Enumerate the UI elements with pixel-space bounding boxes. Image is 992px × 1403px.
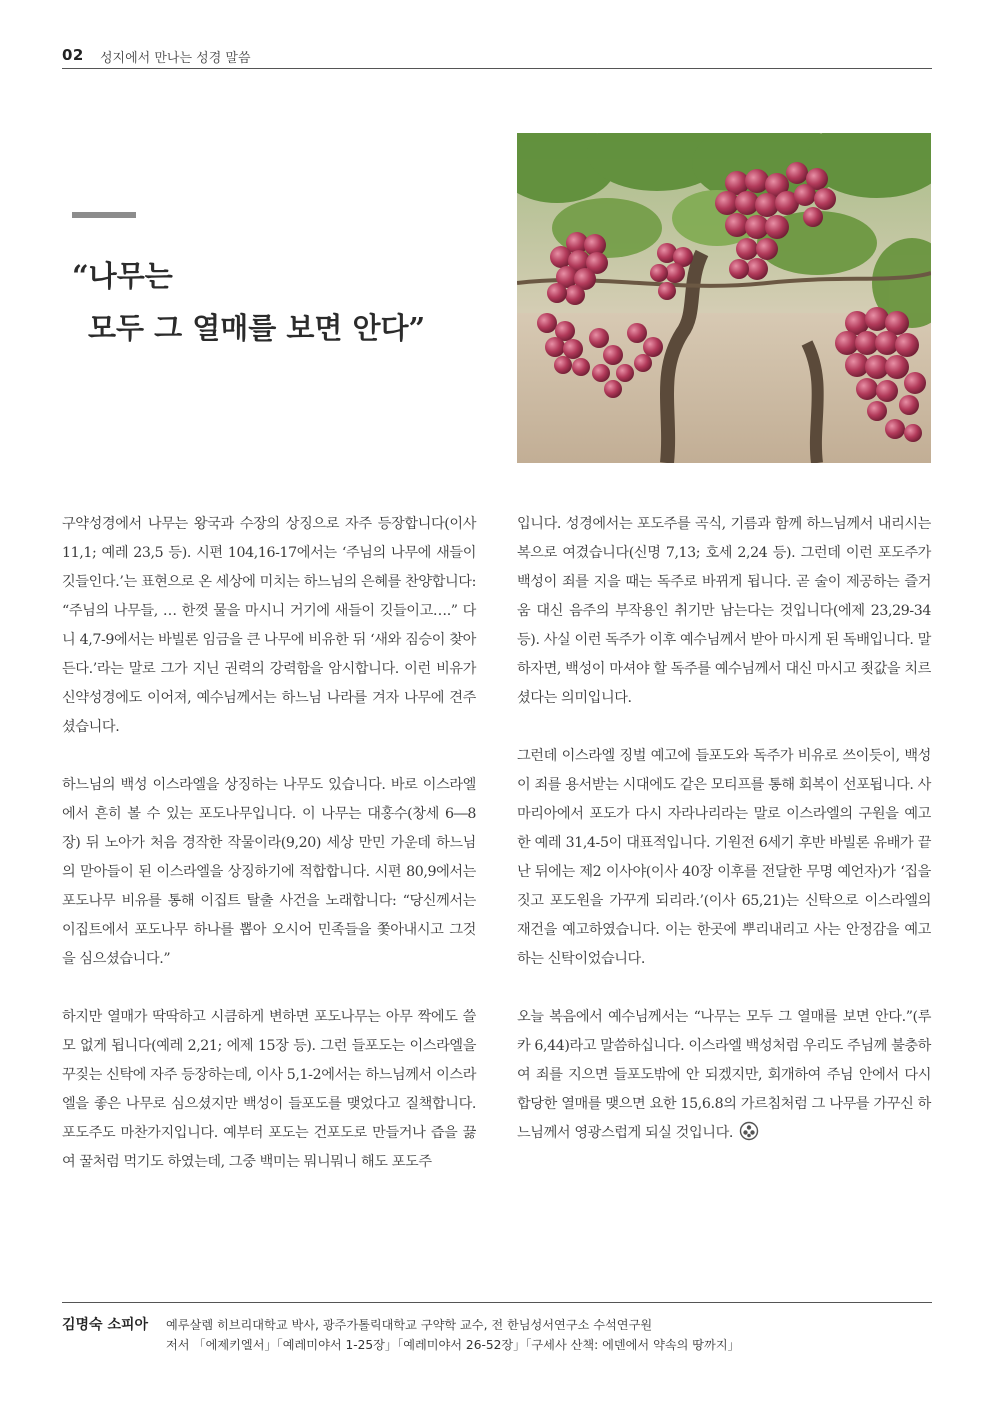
grape-vine-photo [517,133,931,463]
body-column-left [62,510,476,1177]
author-bio-line2: 저서 「에제키엘서」「예레미야서 1-25장」「예레미야서 26-52장」「구세사 산책: 에덴에서 약속의 땅까지」 [166,1338,740,1352]
end-mark-icon [739,1121,759,1152]
article-title-line2: 모두 그 열매를 보면 안다” [88,311,426,345]
section-title: 성지에서 만나는 성경 말씀 [100,51,251,66]
page-number: 02 [62,46,84,64]
paragraph-text: 오늘 복음에서 예수님께서는 “나무는 모두 그 열매를 보면 안다.”(루카 6,44)라고 말씀하십니다. 이스라엘 백성처럼 우리도 주님께 불충하여 죄를 지으면 들포도밖에 안 되겠지만, 회개하여 주님 안에서 다시 합당한 열매를 맺으면 요한 15,6.8의 가르침처럼 그 나무를 가꾸신 하느님께서 영광스럽게 되실 것입니다. [517,1009,931,1141]
paragraph-final [517,1003,931,1152]
article-title [72,250,492,354]
title-accent-bar [72,212,136,218]
page-header [62,44,932,69]
body-column-right [517,510,931,1152]
paragraph: 하지만 열매가 딱딱하고 시큼하게 변하면 포도나무는 아무 짝에도 쓸모 없게 됩니다(예레 2,21; 에제 15장 등). 그런 들포도는 이스라엘을 꾸짖는 신탁에 자주 등장하는데, 이사 5,1-2에서는 하느님께서 이스라엘을 좋은 나무로 심으셨지만 백성이 들포도를 맺었다고 질책합니다. 포도주도 마찬가지입니다. 예부터 포도는 건포도로 만들거나 즙을 끓여 꿀처럼 먹기도 하였는데, 그중 백미는 뭐니뭐니 해도 포도주 [62,1009,476,1170]
paragraph: 하느님의 백성 이스라엘을 상징하는 나무도 있습니다. 바로 이스라엘에서 흔히 볼 수 있는 포도나무입니다. 이 나무는 대홍수(창세 6―8장) 뒤 노아가 처음 경작한 작물이라(9,20) 세상 만민 가운데 하느님의 맏아들이 된 이스라엘을 상징하기에 적합합니다. 시편 80,9에서는 포도나무 비유를 통해 이집트 탈출 사건을 노래합니다: “당신께서는 이집트에서 포도나무 하나를 뽑아 오시어 민족들을 쫓아내시고 그것을 심으셨습니다.” [62,777,476,967]
article-title-line1: “나무는 [72,259,173,293]
author-name: 김명숙 소피아 [62,1317,149,1333]
paragraph: 입니다. 성경에서는 포도주를 곡식, 기름과 함께 하느님께서 내리시는 복으로 여겼습니다(신명 7,13; 호세 2,24 등). 그런데 이런 포도주가 백성이 죄를 지을 때는 독주로 바뀌게 됩니다. 곧 술이 제공하는 즐거움 대신 음주의 부작용인 취기만 남는다는 것입니다(에제 23,29-34 등). 사실 이런 독주가 이후 예수님께서 받아 마시게 된 독배입니다. 말하자면, 백성이 마셔야 할 독주를 예수님께서 대신 마시고 죗값을 치르셨다는 의미입니다. [517,516,931,706]
grape-vine-illustration [517,133,931,463]
paragraph: 구약성경에서 나무는 왕국과 수장의 상징으로 자주 등장합니다(이사 11,1; 예레 23,5 등). 시편 104,16-17에서는 ‘주님의 나무에 새들이 깃들인다.’는 표현으로 온 세상에 미치는 하느님의 은혜를 찬양합니다: “주님의 나무들, … 한껏 물을 마시니 거기에 새들이 깃들이고….” 다니 4,7-9에서는 바빌론 임금을 큰 나무에 비유한 뒤 ‘새와 짐승이 찾아든다.’라는 말로 그가 지닌 권력의 강력함을 암시합니다. 이런 비유가 신약성경에도 이어져, 예수님께서는 하느님 나라를 겨자 나무에 견주셨습니다. [62,516,476,735]
paragraph: 그런데 이스라엘 징벌 예고에 들포도와 독주가 비유로 쓰이듯이, 백성이 죄를 용서받는 시대에도 같은 모티프를 통해 회복이 선포됩니다. 사마리아에서 포도가 다시 자라나리라는 말로 이스라엘의 구원을 예고한 예레 31,4-5이 대표적입니다. 기원전 6세기 후반 바빌론 유배가 끝난 뒤에는 제2 이사야(이사 40장 이후를 전달한 무명 예언자)가 ‘집을 짓고 포도원을 가꾸게 되리라.’(이사 65,21)는 신탁으로 이스라엘의 재건을 예고하였습니다. 이는 한곳에 뿌리내리고 사는 안정감을 예고하는 신탁이었습니다. [517,748,931,967]
author-bio-line1: 예루살렘 히브리대학교 박사, 광주가톨릭대학교 구약학 교수, 전 한님성서연구소 수석연구원 [166,1318,653,1332]
author-footer [62,1302,932,1352]
author-bio [166,1315,926,1355]
